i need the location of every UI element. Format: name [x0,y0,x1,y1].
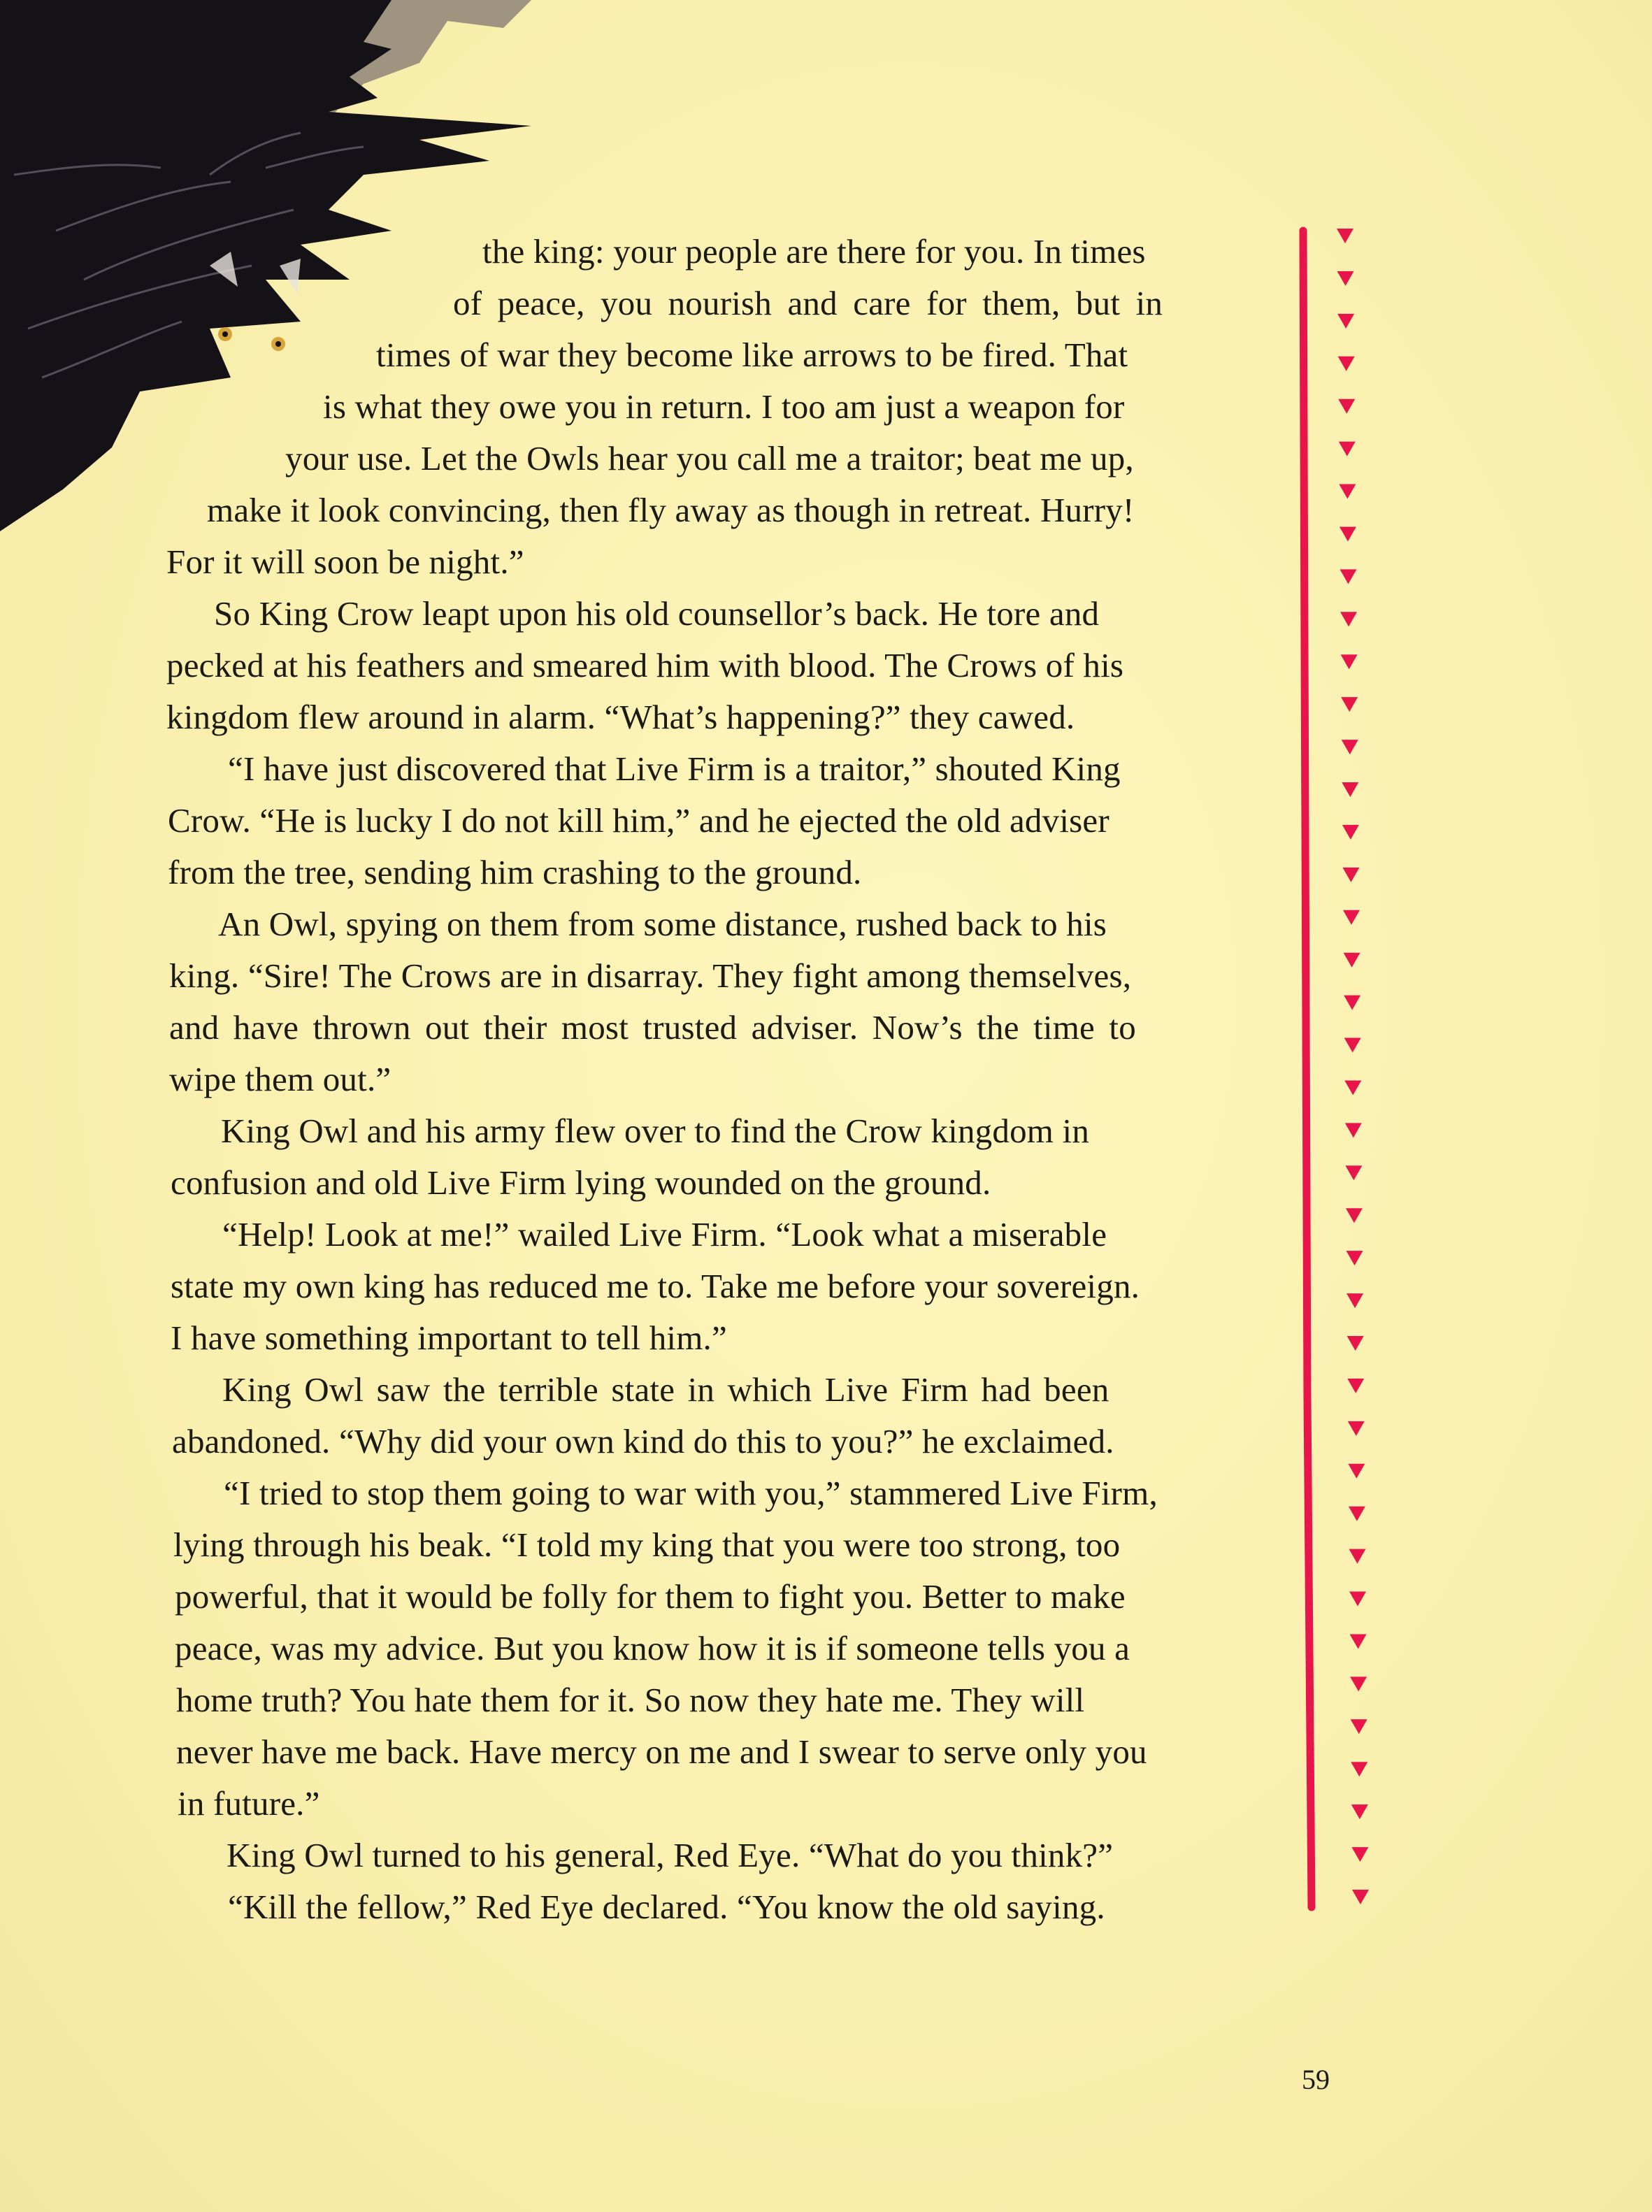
text-line: your use. Let the Owls hear you call me a traitor; beat me up, [285,439,1134,477]
triangle-marker [1342,782,1358,797]
triangle-marker [1340,569,1357,584]
text-line: lying through his beak. “I told my king that you were too strong, too [173,1525,1121,1564]
triangle-marker [1350,1634,1367,1649]
text-line: I have something important to tell him.” [171,1319,727,1357]
text-line: confusion and old Live Firm lying wounded on the ground. [171,1163,991,1202]
text-line: King Owl saw the terrible state in which Live Firm had been [222,1370,1109,1409]
text-line: make it look convincing, then fly away as though in retreat. Hurry! [207,491,1135,529]
text-line: times of war they become like arrows to be fired. That [376,336,1128,374]
text-line: powerful, that it would be folly for them to fight you. Better to make [175,1577,1126,1616]
triangle-marker [1351,1804,1368,1819]
triangle-marker [1337,271,1354,286]
text-line: So King Crow leapt upon his old counsellor’s back. He tore and [214,594,1100,633]
triangle-marker [1337,314,1354,329]
triangle-marker [1344,1080,1361,1095]
triangle-marker [1348,1421,1365,1436]
vertical-red-rule [1303,231,1312,1907]
triangle-marker [1344,953,1360,968]
triangle-marker [1341,654,1358,669]
triangle-marker [1346,1293,1363,1308]
text-line: “I tried to stop them going to war with you,” stammered Live Firm, [224,1474,1158,1512]
text-line: of peace, you nourish and care for them, but in [453,284,1163,322]
text-line: “Help! Look at me!” wailed Live Firm. “Look what a miserable [222,1215,1107,1254]
triangle-marker [1338,357,1355,371]
triangle-marker [1349,1507,1365,1521]
text-line: peace, was my advice. But you know how it is if someone tells you a [175,1629,1130,1667]
triangle-marker [1351,1762,1367,1776]
triangle-marker [1351,1719,1367,1734]
text-line: pecked at his feathers and smeared him with blood. The Crows of his [166,646,1124,684]
triangle-markers [1337,229,1369,1904]
triangle-marker [1339,526,1356,541]
text-line: kingdom flew around in alarm. “What’s happening?” they cawed. [166,698,1075,736]
text-line: King Owl turned to his general, Red Eye. “What do you think?” [227,1836,1114,1874]
text-line: King Owl and his army flew over to find the Crow kingdom in [221,1112,1090,1150]
triangle-marker [1342,868,1359,882]
text-line: never have me back. Have mercy on me and I swear to serve only you [176,1732,1147,1771]
triangle-marker [1351,1847,1368,1862]
triangle-marker [1345,1123,1362,1137]
triangle-marker [1337,229,1353,243]
text-line: and have thrown out their most trusted adviser. Now’s the time to [169,1008,1136,1047]
text-line: state my own king has reduced me to. Take me before your sovereign. [171,1267,1140,1305]
text-line: Crow. “He is lucky I do not kill him,” and he ejected the old adviser [168,801,1109,840]
triangle-marker [1347,1336,1364,1351]
page-number: 59 [1302,2064,1330,2095]
text-line: For it will soon be night.” [166,543,524,581]
triangle-marker [1350,1676,1367,1691]
triangle-marker [1344,996,1360,1010]
triangle-marker [1348,1464,1365,1479]
text-line: “Kill the fellow,” Red Eye declared. “You know the old saying. [228,1888,1105,1926]
triangle-marker [1346,1251,1363,1265]
triangle-marker [1342,825,1359,840]
triangle-marker [1352,1890,1369,1904]
triangle-marker [1338,399,1355,414]
triangle-marker [1340,612,1357,626]
text-line: abandoned. “Why did your own kind do this to you?” he exclaimed. [172,1422,1114,1460]
text-line: in future.” [178,1784,320,1823]
triangle-marker [1347,1379,1364,1393]
text-line: wipe them out.” [169,1060,392,1098]
text-line: the king: your people are there for you. In times [482,232,1146,271]
text-line: home truth? You hate them for it. So now they hate me. They will [176,1681,1085,1719]
triangle-marker [1341,697,1358,712]
triangle-marker [1345,1165,1362,1180]
triangle-marker [1349,1549,1365,1564]
triangle-marker [1349,1592,1366,1607]
triangle-marker [1339,484,1356,499]
text-line: An Owl, spying on them from some distance, rushed back to his [218,905,1107,943]
triangle-marker [1342,740,1358,754]
triangle-marker [1346,1208,1363,1223]
triangle-marker [1344,1038,1361,1053]
text-line: is what they owe you in return. I too am just a weapon for [323,387,1125,426]
triangle-marker [1339,442,1356,457]
triangle-marker [1343,910,1360,925]
text-line: king. “Sire! The Crows are in disarray. They fight among themselves, [169,956,1132,995]
text-line: from the tree, sending him crashing to the ground. [168,853,862,891]
text-line: “I have just discovered that Live Firm is a traitor,” shouted King [228,749,1121,788]
